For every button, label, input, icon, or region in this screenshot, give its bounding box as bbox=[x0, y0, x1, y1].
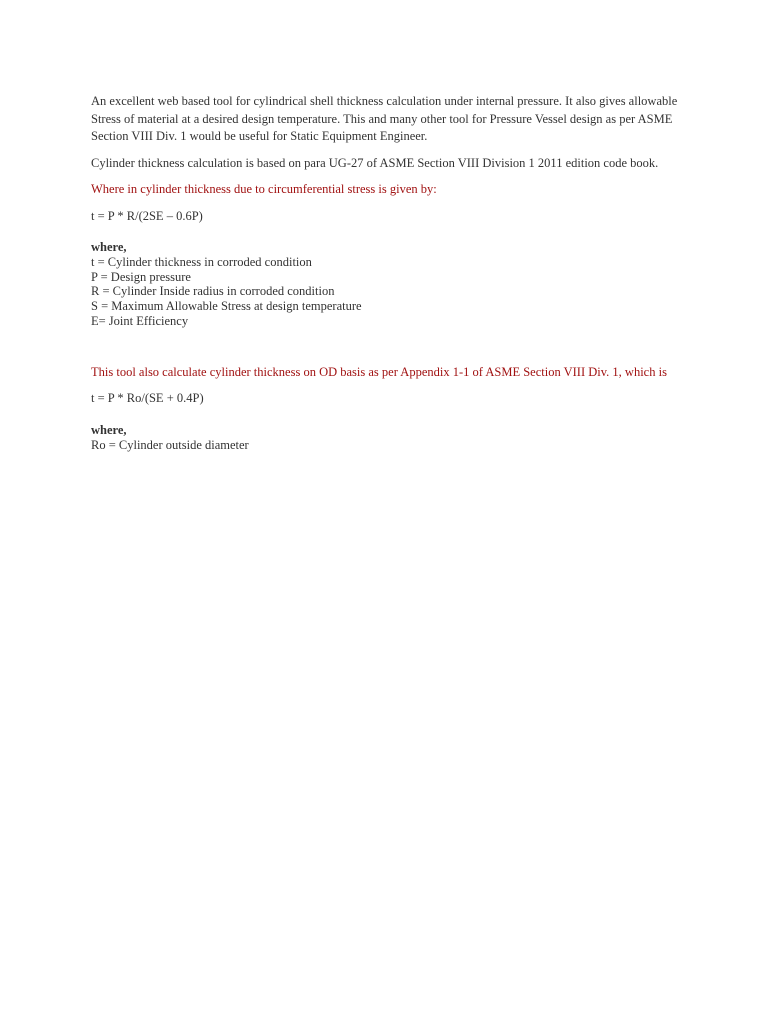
definition-line: S = Maximum Allowable Stress at design temperature bbox=[91, 299, 362, 314]
variable-definitions-id bbox=[91, 240, 691, 329]
circumferential-stress-lead: Where in cylinder thickness due to circumferential stress is given by: bbox=[91, 182, 437, 196]
variable-definitions-od bbox=[91, 423, 691, 453]
where-label: where, bbox=[91, 422, 127, 437]
document-body bbox=[91, 93, 691, 452]
definition-line: Ro = Cylinder outside diameter bbox=[91, 437, 249, 452]
definition-line: R = Cylinder Inside radius in corroded condition bbox=[91, 284, 335, 299]
intro-paragraph: An excellent web based tool for cylindrical shell thickness calculation under internal pressure. It also gives allowable Stress of material at a desired design temperature. This and many other tool for Pressure Vessel design as per ASME Section VIII Div. 1 would be useful for Static Equipment Engineer. bbox=[91, 94, 678, 143]
definition-line: P = Design pressure bbox=[91, 269, 191, 284]
definition-line: t = Cylinder thickness in corroded condition bbox=[91, 254, 312, 269]
code-basis-paragraph: Cylinder thickness calculation is based on para UG-27 of ASME Section VIII Division 1 2011 edition code book. bbox=[91, 155, 659, 170]
thickness-formula-id: t = P * R/(2SE – 0.6P) bbox=[91, 208, 203, 223]
where-label: where, bbox=[91, 240, 127, 254]
definition-line: E= Joint Efficiency bbox=[91, 313, 189, 328]
od-basis-lead: This tool also calculate cylinder thickness on OD basis as per Appendix 1-1 of ASME Section VIII Div. 1, which is bbox=[91, 364, 667, 379]
thickness-formula-od: t = P * Ro/(SE + 0.4P) bbox=[91, 391, 204, 406]
